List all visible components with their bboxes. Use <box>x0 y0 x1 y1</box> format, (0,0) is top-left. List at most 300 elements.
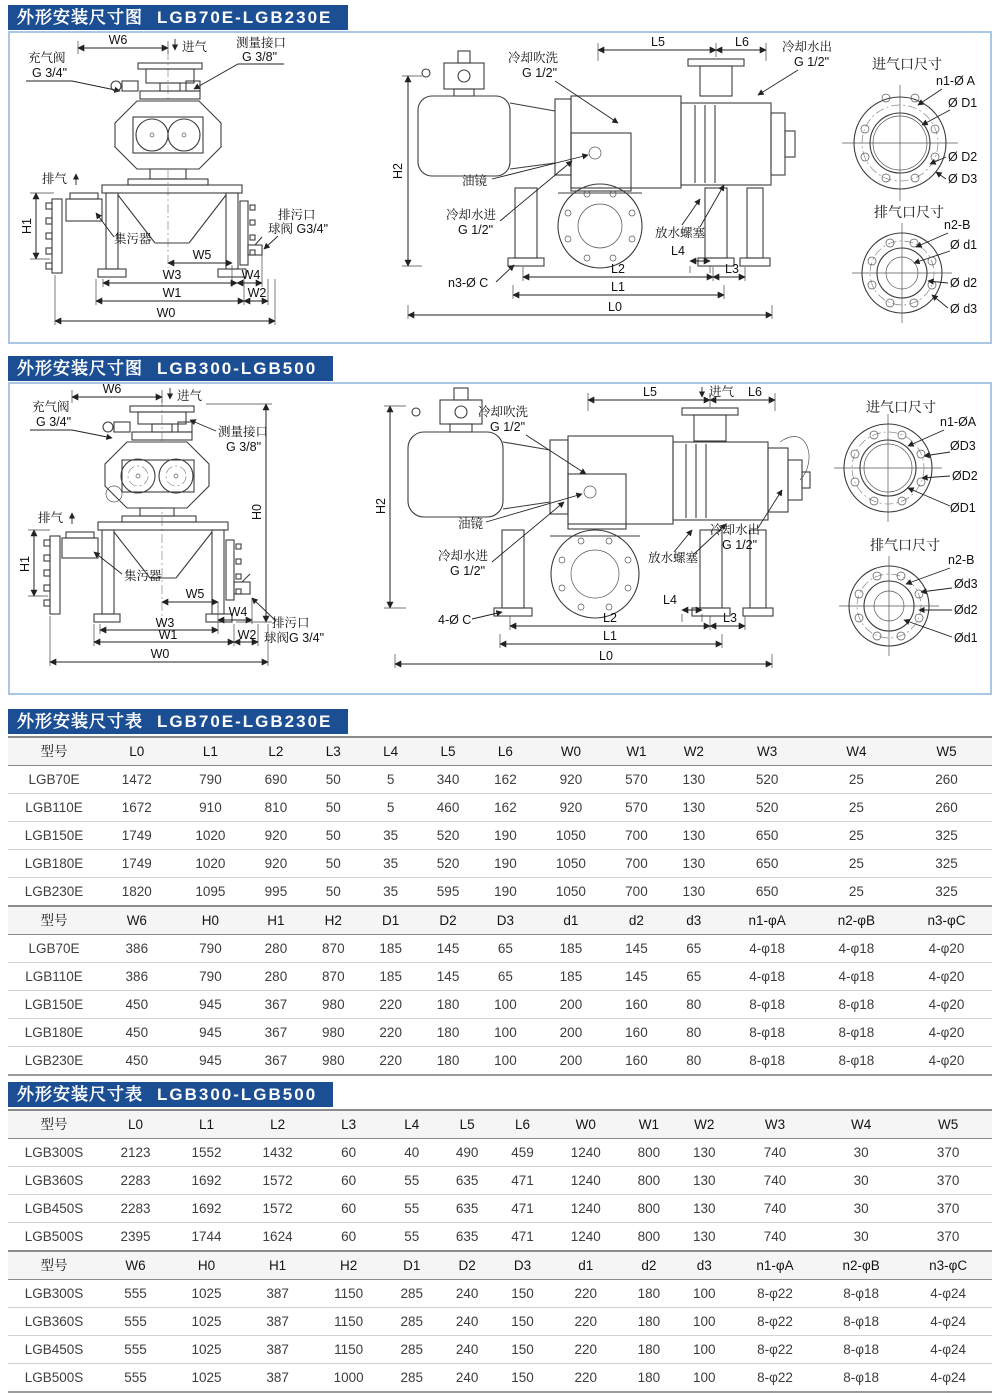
value-cell: 4-φ24 <box>930 1314 966 1329</box>
cooling-out-label: 冷却水出 <box>710 523 761 537</box>
value-cell: 25 <box>848 800 864 815</box>
value-cell: 65 <box>686 941 702 956</box>
cooling-out-size: G 1/2" <box>722 538 758 552</box>
motor <box>418 51 510 176</box>
value-cell: 200 <box>559 1025 583 1040</box>
value-cell: 180 <box>637 1314 661 1329</box>
value-cell: 1572 <box>262 1201 293 1216</box>
dimension-drawing-lgb300 <box>10 384 986 689</box>
dim-label-w5: W5 <box>192 248 212 262</box>
inlet-callout-2: ØD3 <box>950 439 976 453</box>
dim-label-l2: L2 <box>603 611 617 625</box>
table-row <box>8 935 992 963</box>
column-header: W3 <box>757 744 778 759</box>
model-cell: LGB70E <box>28 772 80 787</box>
column-header: W1 <box>626 744 647 759</box>
discharge-flange-side <box>551 530 639 618</box>
value-cell: 1150 <box>334 1342 364 1357</box>
banner-label: 外形安装尺寸图 <box>17 359 143 378</box>
value-cell: 2395 <box>120 1229 151 1244</box>
outlet-callout-2: Ø d1 <box>950 238 978 252</box>
column-header: L0 <box>129 744 145 759</box>
column-header: n2-φB <box>837 913 876 928</box>
column-header: d3 <box>696 1258 712 1273</box>
value-cell: 1572 <box>262 1173 293 1188</box>
value-cell: 50 <box>325 856 341 871</box>
dim-label-l0: L0 <box>608 300 622 314</box>
value-cell: 130 <box>682 800 706 815</box>
value-cell: 1020 <box>195 856 226 871</box>
value-cell: 740 <box>763 1201 787 1216</box>
column-header: d1 <box>578 1258 594 1273</box>
value-cell: 100 <box>494 997 517 1012</box>
dim-label-l3: L3 <box>725 262 739 276</box>
value-cell: 60 <box>341 1173 357 1188</box>
value-cell: 1025 <box>191 1286 222 1301</box>
value-cell: 220 <box>574 1314 597 1329</box>
value-cell: 910 <box>199 800 222 815</box>
dim-label-l5: L5 <box>651 35 665 49</box>
dimension-drawing-lgb70e <box>10 33 986 338</box>
drain-valve-label: 球阀 G3/4" <box>268 222 329 236</box>
cooling-in-size: G 1/2" <box>450 564 486 578</box>
column-header: D3 <box>496 913 515 928</box>
banner-label: 外形安装尺寸表 <box>17 1085 143 1104</box>
value-cell: 1692 <box>191 1201 222 1216</box>
model-cell: LGB360S <box>24 1173 84 1188</box>
value-cell: 1095 <box>195 884 226 899</box>
value-cell: 980 <box>322 997 345 1012</box>
value-cell: 1472 <box>121 772 152 787</box>
value-cell: 220 <box>574 1342 597 1357</box>
value-cell: 50 <box>325 884 341 899</box>
column-header: H1 <box>268 1258 287 1273</box>
value-cell: 280 <box>264 941 288 956</box>
value-cell: 25 <box>848 828 864 843</box>
cooling-in-size: G 1/2" <box>458 223 494 237</box>
value-cell: 340 <box>436 772 460 787</box>
dim-label-w2: W2 <box>237 628 257 642</box>
value-cell: 367 <box>264 1025 288 1040</box>
dim-label-h1: H1 <box>20 218 34 234</box>
value-cell: 100 <box>693 1286 716 1301</box>
value-cell: 1020 <box>195 828 226 843</box>
column-header: D1 <box>403 1258 421 1273</box>
table-row <box>8 1195 992 1223</box>
column-header: W6 <box>126 913 147 928</box>
dim-label-h1: H1 <box>18 556 32 572</box>
model-cell: LGB300S <box>24 1145 84 1160</box>
inlet-flange-title: 进气口尺寸 <box>866 399 936 415</box>
inlet-flange-title: 进气口尺寸 <box>872 56 942 72</box>
column-header: W4 <box>846 744 867 759</box>
model-cell: LGB300S <box>24 1286 84 1301</box>
value-cell: 1050 <box>555 828 586 843</box>
column-header: d1 <box>563 913 579 928</box>
value-cell: 200 <box>559 997 583 1012</box>
intake-label: 进气 <box>709 385 735 399</box>
value-cell: 100 <box>494 1053 517 1068</box>
value-cell: 1025 <box>191 1370 222 1385</box>
value-cell: 1624 <box>262 1229 293 1244</box>
model-cell: LGB230E <box>24 1053 84 1068</box>
value-cell: 4-φ18 <box>749 969 786 984</box>
value-cell: 185 <box>379 941 402 956</box>
value-cell: 555 <box>124 1342 147 1357</box>
column-header: n3-φC <box>929 1258 968 1273</box>
value-cell: 945 <box>199 1025 222 1040</box>
banner-label: 外形安装尺寸表 <box>17 712 143 731</box>
value-cell: 285 <box>400 1342 424 1357</box>
intake-label: 进气 <box>177 389 203 403</box>
exhaust-label: 排气 <box>42 172 68 186</box>
collector-label: 集污器 <box>114 232 152 246</box>
value-cell: 325 <box>935 828 958 843</box>
column-header: n1-φA <box>756 1258 794 1273</box>
column-header: L2 <box>270 1117 286 1132</box>
value-cell: 55 <box>404 1229 420 1244</box>
table-row <box>8 1019 992 1047</box>
value-cell: 4-φ20 <box>928 997 965 1012</box>
dim-label-w0: W0 <box>156 306 176 320</box>
dim-label-l1: L1 <box>603 629 617 643</box>
value-cell: 150 <box>511 1286 534 1301</box>
column-header: L6 <box>497 744 513 759</box>
value-cell: 260 <box>935 772 958 787</box>
column-header: L2 <box>268 744 284 759</box>
value-cell: 65 <box>497 969 513 984</box>
value-cell: 920 <box>264 856 288 871</box>
value-cell: 190 <box>494 856 517 871</box>
oil-sight-label: 油镜 <box>458 517 484 531</box>
table-row <box>8 1364 992 1393</box>
value-cell: 1749 <box>121 856 152 871</box>
dim-label-h2: H2 <box>374 498 388 514</box>
value-cell: 180 <box>436 1053 460 1068</box>
inlet-port-front <box>103 406 194 440</box>
cooling-in-label: 冷却水进 <box>446 208 497 222</box>
value-cell: 200 <box>559 1053 583 1068</box>
dim-label-w3: W3 <box>162 268 182 282</box>
model-cell: LGB150E <box>24 828 84 843</box>
value-cell: 471 <box>511 1201 534 1216</box>
value-cell: 80 <box>686 1025 702 1040</box>
value-cell: 790 <box>199 941 222 956</box>
column-header: L4 <box>404 1117 420 1132</box>
column-header: 型号 <box>40 744 68 759</box>
table-header-row <box>8 1110 992 1139</box>
value-cell: 370 <box>936 1145 960 1160</box>
column-header: W0 <box>575 1117 596 1132</box>
value-cell: 100 <box>693 1314 716 1329</box>
value-cell: 980 <box>322 1025 345 1040</box>
pump-side-view <box>391 35 832 319</box>
value-cell: 8-φ18 <box>749 1025 786 1040</box>
value-cell: 180 <box>637 1342 661 1357</box>
dim-label-w1: W1 <box>162 286 182 300</box>
table-row <box>8 1280 992 1308</box>
value-cell: 945 <box>199 997 222 1012</box>
value-cell: 520 <box>755 800 779 815</box>
value-cell: 386 <box>125 969 149 984</box>
pump-front-view <box>20 33 328 325</box>
value-cell: 160 <box>625 1053 648 1068</box>
inlet-callout-4: ØD1 <box>950 501 976 515</box>
column-header: L0 <box>128 1117 144 1132</box>
value-cell: 800 <box>637 1229 661 1244</box>
inlet-callout-2: Ø D1 <box>948 96 978 110</box>
value-cell: 65 <box>686 969 702 984</box>
value-cell: 220 <box>574 1370 597 1385</box>
value-cell: 367 <box>264 1053 288 1068</box>
value-cell: 55 <box>404 1173 420 1188</box>
intake-label: 进气 <box>182 40 208 54</box>
value-cell: 471 <box>511 1229 534 1244</box>
column-header: 型号 <box>40 913 68 928</box>
section-banner-drawing-2 <box>8 356 333 381</box>
dim-label-w4: W4 <box>241 268 261 282</box>
table-row <box>8 1223 992 1252</box>
value-cell: 1672 <box>121 800 152 815</box>
drain-valve-front <box>226 540 250 600</box>
inlet-callout-1: n1-ØA <box>940 415 977 429</box>
charge-valve-size: G 3/4" <box>32 66 68 80</box>
value-cell: 285 <box>400 1314 424 1329</box>
value-cell: 387 <box>266 1370 289 1385</box>
value-cell: 180 <box>436 1025 460 1040</box>
value-cell: 285 <box>400 1286 424 1301</box>
value-cell: 25 <box>848 856 864 871</box>
anchor-holes-label: 4-Ø C <box>438 613 472 627</box>
value-cell: 35 <box>383 828 399 843</box>
value-cell: 570 <box>625 800 648 815</box>
outlet-callout-1: n2-B <box>944 218 971 232</box>
dim-label-w6: W6 <box>108 33 128 47</box>
value-cell: 8-φ18 <box>843 1342 880 1357</box>
column-header: H0 <box>197 1258 216 1273</box>
table-row <box>8 991 992 1019</box>
value-cell: 490 <box>455 1145 479 1160</box>
value-cell: 50 <box>325 828 341 843</box>
column-header: W2 <box>683 744 704 759</box>
column-header: W5 <box>936 744 957 759</box>
column-header: L4 <box>383 744 399 759</box>
value-cell: 1820 <box>121 884 152 899</box>
exhaust-flange-front <box>44 532 98 614</box>
model-cell: LGB230E <box>24 884 84 899</box>
base-frame-side <box>508 188 770 266</box>
column-header: n1-φA <box>748 913 786 928</box>
cooling-in-label: 冷却水进 <box>438 549 489 563</box>
value-cell: 162 <box>494 800 517 815</box>
dim-label-l4: L4 <box>671 244 685 258</box>
column-header: W2 <box>694 1117 715 1132</box>
drawing-panel-lgb70e <box>8 31 992 344</box>
value-cell: 8-φ18 <box>838 997 875 1012</box>
dim-label-w3: W3 <box>155 616 175 630</box>
table-row <box>8 794 992 822</box>
outlet-flange-title: 排气口尺寸 <box>870 537 940 553</box>
inlet-callout-3: Ø D2 <box>948 150 978 164</box>
column-header: W0 <box>560 744 582 759</box>
value-cell: 5 <box>386 772 395 787</box>
value-cell: 130 <box>693 1145 716 1160</box>
exhaust-label: 排气 <box>38 511 64 525</box>
value-cell: 40 <box>404 1145 420 1160</box>
value-cell: 555 <box>124 1314 147 1329</box>
outlet-callout-4: Ø d3 <box>950 302 978 316</box>
model-cell: LGB150E <box>24 997 84 1012</box>
value-cell: 8-φ18 <box>843 1286 880 1301</box>
value-cell: 450 <box>125 997 149 1012</box>
drain-port-label: 排污口 <box>278 208 316 222</box>
outlet-callout-3: Ød2 <box>954 603 978 617</box>
charge-valve-label: 充气阀 <box>28 51 66 65</box>
value-cell: 870 <box>322 941 345 956</box>
value-cell: 650 <box>755 856 779 871</box>
value-cell: 220 <box>379 1053 402 1068</box>
value-cell: 220 <box>379 1025 402 1040</box>
value-cell: 650 <box>755 828 779 843</box>
value-cell: 185 <box>379 969 402 984</box>
column-header: 型号 <box>40 1258 68 1273</box>
cooling-out-size: G 1/2" <box>794 55 830 69</box>
table-row <box>8 766 992 794</box>
value-cell: 162 <box>494 772 517 787</box>
value-cell: 220 <box>379 997 402 1012</box>
drain-plug-label: 放水螺塞 <box>648 551 699 565</box>
column-header: d2 <box>641 1258 657 1273</box>
column-header: D1 <box>382 913 400 928</box>
table-row <box>8 1139 992 1167</box>
column-header: 型号 <box>40 1117 68 1132</box>
value-cell: 65 <box>497 941 513 956</box>
value-cell: 100 <box>693 1342 716 1357</box>
model-cell: LGB70E <box>28 941 80 956</box>
value-cell: 190 <box>494 884 517 899</box>
drain-plug-label: 放水螺塞 <box>655 226 706 240</box>
dim-label-h0: H0 <box>250 504 264 520</box>
value-cell: 180 <box>637 1286 661 1301</box>
value-cell: 180 <box>436 997 460 1012</box>
value-cell: 130 <box>693 1229 716 1244</box>
banner-label: 外形安装尺寸图 <box>17 8 143 27</box>
value-cell: 810 <box>264 800 288 815</box>
value-cell: 4-φ20 <box>928 1025 965 1040</box>
value-cell: 145 <box>625 941 648 956</box>
value-cell: 800 <box>637 1173 661 1188</box>
table-row <box>8 850 992 878</box>
column-header: W6 <box>125 1258 146 1273</box>
value-cell: 471 <box>511 1173 534 1188</box>
inlet-callout-4: Ø D3 <box>948 172 978 186</box>
value-cell: 130 <box>682 772 706 787</box>
value-cell: 4-φ20 <box>928 969 965 984</box>
column-header: L1 <box>202 744 218 759</box>
column-header: L5 <box>459 1117 475 1132</box>
value-cell: 1050 <box>555 884 586 899</box>
value-cell: 280 <box>264 969 288 984</box>
oil-sight-label: 油镜 <box>462 174 488 188</box>
anchor-holes-label: n3-Ø C <box>448 276 489 290</box>
dim-label-w0: W0 <box>150 647 170 661</box>
value-cell: 60 <box>341 1201 357 1216</box>
table-row <box>8 1167 992 1195</box>
dim-label-w6: W6 <box>102 382 122 396</box>
value-cell: 370 <box>936 1229 960 1244</box>
value-cell: 4-φ18 <box>749 941 786 956</box>
value-cell: 325 <box>935 884 958 899</box>
dim-label-w2: W2 <box>247 286 267 300</box>
value-cell: 100 <box>494 1025 517 1040</box>
dim-label-l4: L4 <box>663 593 677 607</box>
value-cell: 367 <box>264 997 288 1012</box>
value-cell: 650 <box>755 884 779 899</box>
value-cell: 4-φ20 <box>928 1053 965 1068</box>
value-cell: 130 <box>693 1173 716 1188</box>
base-frame-front <box>94 522 232 622</box>
value-cell: 370 <box>936 1173 960 1188</box>
value-cell: 740 <box>763 1229 787 1244</box>
cooling-flush-size: G 1/2" <box>490 420 526 434</box>
value-cell: 8-φ22 <box>757 1370 793 1385</box>
table-row <box>8 822 992 850</box>
value-cell: 8-φ18 <box>838 1053 875 1068</box>
value-cell: 800 <box>637 1145 661 1160</box>
cooling-flush-size: G 1/2" <box>522 66 558 80</box>
measure-port-label: 测量接口 <box>236 36 287 50</box>
value-cell: 700 <box>625 884 648 899</box>
value-cell: 920 <box>264 828 288 843</box>
value-cell: 150 <box>511 1342 534 1357</box>
value-cell: 459 <box>511 1145 534 1160</box>
value-cell: 130 <box>682 884 706 899</box>
dimension-table-lgb300 <box>8 1109 992 1393</box>
value-cell: 240 <box>455 1286 479 1301</box>
column-header: L3 <box>325 744 341 759</box>
section-banner-table-2 <box>8 1082 333 1107</box>
value-cell: 285 <box>400 1370 424 1385</box>
column-header: n3-φC <box>927 913 966 928</box>
value-cell: 920 <box>559 772 583 787</box>
model-cell: LGB180E <box>24 856 84 871</box>
value-cell: 325 <box>935 856 958 871</box>
value-cell: 1240 <box>570 1173 601 1188</box>
value-cell: 450 <box>125 1053 149 1068</box>
value-cell: 260 <box>935 800 958 815</box>
banner-range: LGB300-LGB500 <box>157 359 318 378</box>
value-cell: 520 <box>436 828 460 843</box>
cooling-flush-label: 冷却吹洗 <box>478 405 529 419</box>
value-cell: 50 <box>325 772 341 787</box>
value-cell: 5 <box>386 800 395 815</box>
drawing-panel-lgb300 <box>8 382 992 695</box>
column-header: L1 <box>199 1117 215 1132</box>
value-cell: 30 <box>853 1201 869 1216</box>
value-cell: 387 <box>266 1342 289 1357</box>
table-header-row <box>8 737 992 766</box>
value-cell: 60 <box>341 1145 357 1160</box>
value-cell: 920 <box>559 800 583 815</box>
value-cell: 635 <box>455 1173 479 1188</box>
value-cell: 25 <box>848 772 864 787</box>
value-cell: 150 <box>511 1370 534 1385</box>
inlet-callout-3: ØD2 <box>952 469 978 483</box>
value-cell: 700 <box>625 828 648 843</box>
outlet-flange-diagram <box>852 204 977 323</box>
value-cell: 595 <box>436 884 460 899</box>
outlet-flange-title: 排气口尺寸 <box>874 204 944 220</box>
